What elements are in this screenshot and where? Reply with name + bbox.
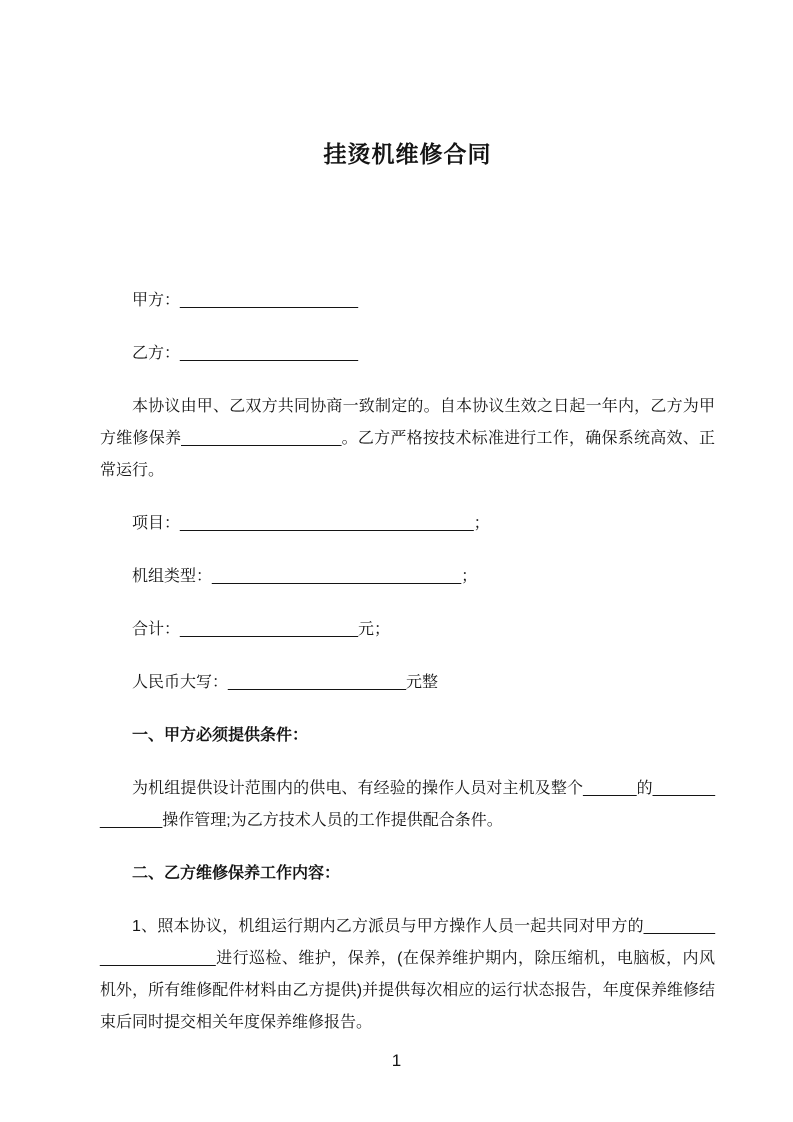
unit-type-line: 机组类型：____________________________； (132, 568, 478, 585)
clause-1-paragraph: 1、照本协议，机组运行期内乙方派员与甲方操作人员一起共同对甲方的_____________________进行巡检、维护，保养，(在保养维护期内，除压缩机，电脑板，内风机外，所有维修配件材料由乙方提供)并提供每次相应的运行状态报告，年度保养维修结束后同时提交相关年度保养维修报告。 (100, 918, 715, 1031)
party-a-line: 甲方：____________________ (132, 292, 358, 309)
total-amount-line: 合计：____________________元； (132, 621, 390, 638)
party-b-line: 乙方：____________________ (132, 345, 358, 362)
section-2-heading: 二、乙方维修保养工作内容： (132, 865, 341, 882)
intro-paragraph: 本协议由甲、乙双方共同协商一致制定的。自本协议生效之日起一年内，乙方为甲方维修保养__________________。乙方严格按技术标准进行工作，确保系统高效、正常运行。 (100, 398, 715, 479)
project-line: 项目：_________________________________； (132, 515, 490, 532)
section-1-paragraph: 为机组提供设计范围内的供电、有经验的操作人员对主机及整个______的______________操作管理;为乙方技术人员的工作提供配合条件。 (100, 780, 715, 829)
amount-in-words-line: 人民币大写：____________________元整 (132, 674, 438, 691)
section-1-heading: 一、甲方必须提供条件： (132, 727, 309, 744)
document-body (100, 0, 715, 1060)
document-title: 挂烫机维修合同 (323, 141, 492, 167)
page-number: 1 (391, 1051, 402, 1070)
